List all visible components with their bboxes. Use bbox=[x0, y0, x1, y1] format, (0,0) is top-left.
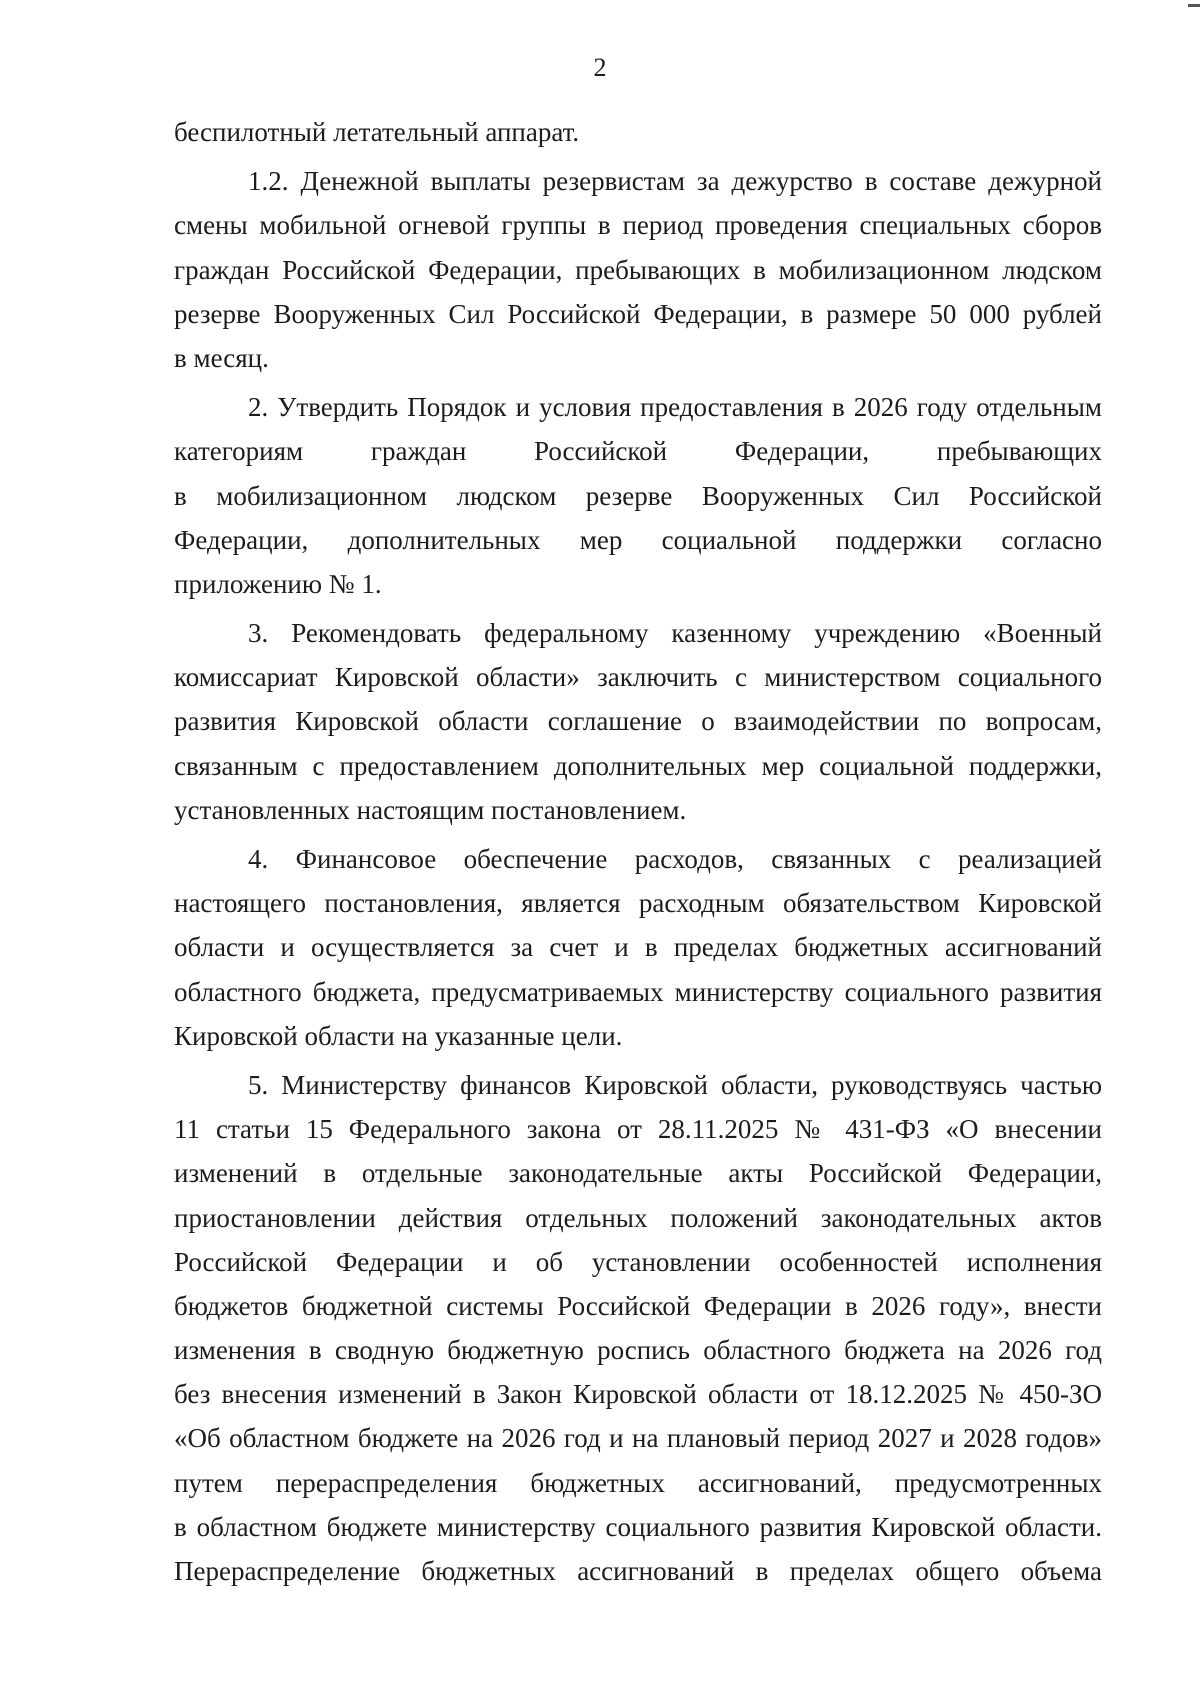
text-line: без внесения изменений в Закон Кировской области от 18.12.2025 № 450-ЗО bbox=[174, 1379, 1102, 1410]
text-line: области и осуществляется за счет и в пределах бюджетных ассигнований bbox=[174, 932, 1102, 963]
page-number: 2 bbox=[593, 53, 607, 82]
text-line: изменения в сводную бюджетную роспись областного бюджета на 2026 год bbox=[174, 1335, 1102, 1366]
text-line: 2. Утвердить Порядок и условия предоставления в 2026 году отдельным bbox=[248, 392, 1102, 423]
text-line: Кировской области на указанные цели. bbox=[174, 1020, 623, 1051]
document-body bbox=[174, 110, 1102, 1593]
text-line: резерве Вооруженных Сил Российской Федерации, в размере 50 000 рублей bbox=[174, 298, 1102, 329]
text-line: связанным с предоставлением дополнительных мер социальной поддержки, bbox=[174, 750, 1102, 781]
text-line: приложению № 1. bbox=[174, 568, 382, 599]
text-line: 1.2. Денежной выплаты резервистам за дежурство в составе дежурной bbox=[248, 166, 1102, 197]
text-line: установленных настоящим постановлением. bbox=[174, 794, 687, 825]
text-line: Перераспределение бюджетных ассигнований в пределах общего объема bbox=[174, 1556, 1102, 1586]
text-line: областного бюджета, предусматриваемых министерству социального развития bbox=[174, 976, 1102, 1007]
paragraph-p4 bbox=[174, 832, 1102, 1058]
text-line: 5. Министерству финансов Кировской области, руководствуясь частью bbox=[248, 1069, 1102, 1100]
paragraph-p3 bbox=[174, 606, 1102, 832]
text-line: Российской Федерации и об установлении особенностей исполнения bbox=[174, 1246, 1102, 1277]
paragraph-p1 bbox=[174, 154, 1102, 380]
text-line: 4. Финансовое обеспечение расходов, связанных с реализацией bbox=[248, 844, 1102, 874]
text-line: «Об областном бюджете на 2026 год и на плановый период 2027 и 2028 годов» bbox=[174, 1423, 1102, 1454]
text-line: смены мобильной огневой группы в период проведения специальных сборов bbox=[174, 210, 1102, 241]
text-line: развития Кировской области соглашение о взаимодействии по вопросам, bbox=[174, 706, 1102, 737]
scan-edge-mark bbox=[1188, 4, 1200, 7]
paragraph-p0 bbox=[174, 110, 1102, 154]
text-line: в месяц. bbox=[174, 342, 269, 373]
text-line: изменений в отдельные законодательные акты Российской Федерации, bbox=[174, 1158, 1102, 1189]
text-line: комиссариат Кировской области» заключить с министерством социального bbox=[174, 662, 1102, 693]
text-line: категориям граждан Российской Федерации, пребывающих bbox=[174, 436, 1102, 467]
text-line: путем перераспределения бюджетных ассигнований, предусмотренных bbox=[174, 1467, 1102, 1498]
text-line: бюджетов бюджетной системы Российской Федерации в 2026 году», внести bbox=[174, 1290, 1102, 1321]
text-line: приостановлении действия отдельных положений законодательных актов bbox=[174, 1202, 1102, 1233]
text-line: в мобилизационном людском резерве Вооруженных Сил Российской bbox=[174, 480, 1102, 511]
text-line: Федерации, дополнительных мер социальной поддержки согласно bbox=[174, 524, 1102, 555]
paragraph-p2 bbox=[174, 380, 1102, 606]
text-line: беспилотный летательный аппарат. bbox=[174, 117, 580, 147]
text-line: граждан Российской Федерации, пребывающих в мобилизационном людском bbox=[174, 254, 1102, 285]
text-line: 3. Рекомендовать федеральному казенному учреждению «Военный bbox=[248, 618, 1102, 649]
text-line: 11 статьи 15 Федерального закона от 28.11.2025 № 431-ФЗ «О внесении bbox=[174, 1114, 1102, 1145]
paragraph-p5 bbox=[174, 1058, 1102, 1593]
text-line: в областном бюджете министерству социального развития Кировской области. bbox=[174, 1511, 1102, 1542]
text-line: настоящего постановления, является расходным обязательством Кировской bbox=[174, 888, 1102, 919]
